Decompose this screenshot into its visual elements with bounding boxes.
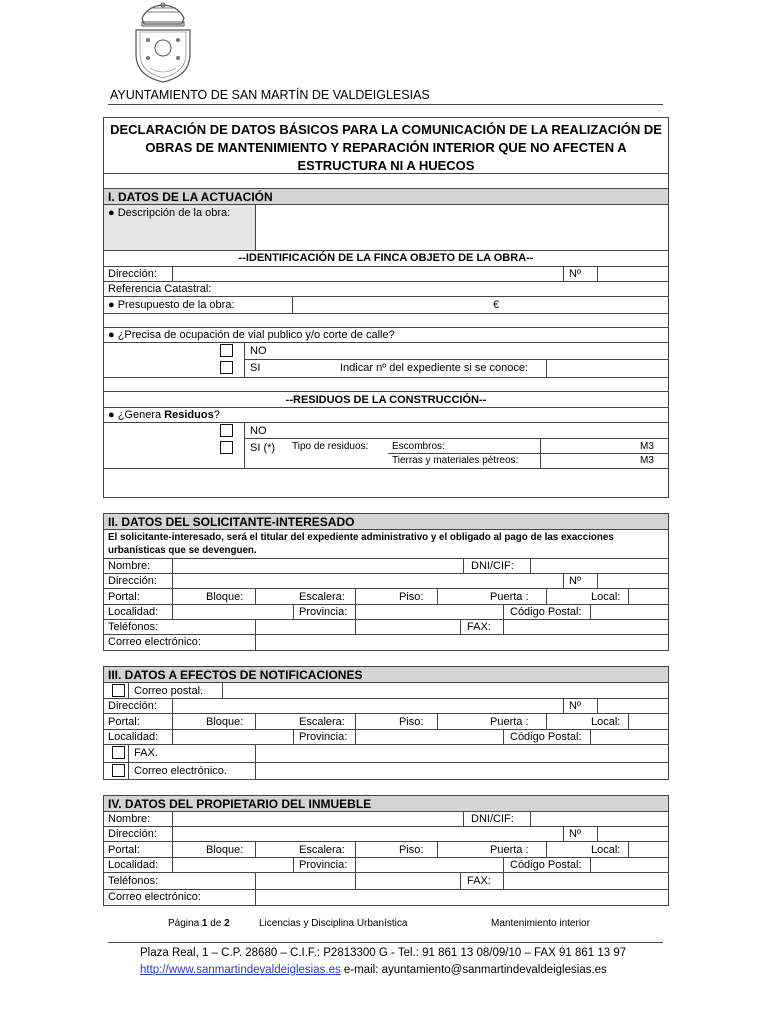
s3-localidad-label: Localidad: [108, 731, 159, 743]
section-3-heading: III. DATOS A EFECTOS DE NOTIFICACIONES [108, 668, 363, 682]
s2-direccion-field[interactable] [173, 574, 563, 588]
s4-local-label: Local: [591, 844, 621, 856]
descripcion-label: ● Descripción de la obra: [108, 207, 231, 219]
euro-symbol: € [493, 299, 500, 311]
section-1-heading: I. DATOS DE LA ACTUACIÓN [108, 190, 273, 204]
s3-postal-checkbox[interactable] [112, 684, 125, 697]
s3-postal-label: Correo postal. [134, 685, 204, 697]
ref-catastral-label: Referencia Catastral: [108, 283, 212, 295]
s4-portal-label: Portal: [108, 844, 140, 856]
tierras-unit: M3 [640, 455, 654, 466]
s2-correo-label: Correo electrónico: [108, 636, 201, 648]
section-2-heading: II. DATOS DEL SOLICITANTE-INTERESADO [108, 515, 355, 529]
s2-escalera-label: Escalera: [299, 591, 345, 603]
s3-provincia-label: Provincia: [299, 731, 348, 743]
direccion-label: Dirección: [108, 268, 157, 280]
s2-numero-field[interactable] [598, 574, 668, 588]
finca-heading: --IDENTIFICACIÓN DE LA FINCA OBJETO DE LA OBRA-- [238, 252, 534, 264]
expediente-label: Indicar nº del expediente si se conoce: [340, 362, 529, 374]
s2-provincia-label: Provincia: [299, 606, 348, 618]
coat-of-arms-icon [128, 2, 198, 84]
s4-localidad-label: Localidad: [108, 859, 159, 871]
s4-dni-label: DNI/CIF: [471, 813, 514, 825]
s3-local-label: Local: [591, 716, 621, 728]
s3-numero-label: Nº [569, 700, 581, 712]
s2-puerta-label: Puerta : [490, 591, 529, 603]
vial-no-label: NO [250, 345, 267, 357]
vial-si-label: SI [250, 362, 261, 374]
s2-cp-field[interactable] [591, 605, 668, 619]
s4-bloque-label: Bloque: [206, 844, 244, 856]
s4-provincia-label: Provincia: [299, 859, 348, 871]
descripcion-field[interactable] [256, 205, 668, 250]
ref-catastral-field[interactable] [222, 282, 668, 296]
s2-numero-label: Nº [569, 575, 581, 587]
footer-address: Plaza Real, 1 – C.P. 28680 – C.I.F.: P2813300 G - Tel.: 91 861 13 08/09/10 – FAX 91 861 13 97 [140, 947, 627, 959]
form-title-line2: OBRAS DE MANTENIMIENTO Y REPARACIÓN INTERIOR QUE NO AFECTEN A [145, 140, 627, 155]
department-label: Licencias y Disciplina Urbanística [259, 918, 408, 929]
tierras-field[interactable] [541, 454, 636, 468]
vial-question: ● ¿Precisa de ocupación de vial publico y/o corte de calle? [108, 329, 395, 341]
s2-fax-label: FAX: [467, 621, 491, 633]
escombros-unit: M3 [640, 441, 654, 452]
s2-nombre-label: Nombre: [108, 560, 151, 572]
direccion-field[interactable] [173, 267, 563, 281]
residuos-heading: --RESIDUOS DE LA CONSTRUCCIÓN-- [285, 394, 487, 406]
page-indicator: Página 1 de 2 [168, 918, 230, 929]
s3-correo-checkbox[interactable] [112, 764, 125, 777]
s2-localidad-label: Localidad: [108, 606, 159, 618]
escombros-label: Escombros: [392, 441, 445, 452]
s3-direccion-label: Dirección: [108, 700, 157, 712]
s3-correo-label: Correo electrónico. [134, 765, 227, 777]
solicitante-note-line2: urbanísticas que se devenguen. [108, 545, 257, 556]
s3-cp-label: Código Postal: [510, 731, 582, 743]
s3-puerta-label: Puerta : [490, 716, 529, 728]
s2-provincia-field[interactable] [356, 605, 503, 619]
s2-piso-label: Piso: [399, 591, 424, 603]
tipo-residuos-label: Tipo de residuos: [292, 441, 369, 452]
s3-portal-label: Portal: [108, 716, 140, 728]
s3-fax-label: FAX. [134, 747, 158, 759]
form-title-line3: ESTRUCTURA NI A HUECOS [297, 158, 475, 173]
s3-escalera-label: Escalera: [299, 716, 345, 728]
s3-direccion-field[interactable] [173, 699, 563, 713]
s2-dni-field[interactable] [531, 559, 668, 573]
s2-telefonos-label: Teléfonos: [108, 621, 159, 633]
s4-piso-label: Piso: [399, 844, 424, 856]
solicitante-note-line1: El solicitante-interesado, será el titular del expediente administrativo y el obligado al pago de las exacciones [108, 532, 614, 543]
s4-puerta-label: Puerta : [490, 844, 529, 856]
s2-direccion-label: Dirección: [108, 575, 157, 587]
numero-label: Nº [569, 268, 581, 280]
section-4-heading: IV. DATOS DEL PROPIETARIO DEL INMUEBLE [108, 797, 372, 811]
s2-local-label: Local: [591, 591, 621, 603]
form-title-line1: DECLARACIÓN DE DATOS BÁSICOS PARA LA COMUNICACIÓN DE LA REALIZACIÓN DE [110, 122, 662, 137]
s2-portal-label: Portal: [108, 591, 140, 603]
s2-bloque-label: Bloque: [206, 591, 244, 603]
escombros-field[interactable] [541, 439, 636, 453]
s4-telefonos-label: Teléfonos: [108, 875, 159, 887]
s2-dni-label: DNI/CIF: [471, 560, 514, 572]
footer-contact: http://www.sanmartindevaldeiglesias.es e-mail: ayuntamiento@sanmartindevaldeiglesias.es [140, 964, 607, 976]
residuos-si-label: SI (*) [250, 442, 276, 454]
s3-piso-label: Piso: [399, 716, 424, 728]
presupuesto-label: ● Presupuesto de la obra: [108, 299, 235, 311]
s2-nombre-field[interactable] [173, 559, 463, 573]
residuos-si-checkbox[interactable] [220, 441, 233, 454]
residuos-no-label: NO [250, 425, 267, 437]
vial-si-checkbox[interactable] [220, 361, 233, 374]
s4-direccion-label: Dirección: [108, 828, 157, 840]
s4-escalera-label: Escalera: [299, 844, 345, 856]
s4-cp-label: Código Postal: [510, 859, 582, 871]
municipality-name: AYUNTAMIENTO DE SAN MARTÍN DE VALDEIGLESIAS [110, 88, 430, 102]
s2-localidad-field[interactable] [173, 605, 293, 619]
expediente-field[interactable] [547, 360, 668, 376]
numero-field[interactable] [598, 267, 668, 281]
genera-residuos-question: ● ¿Genera Residuos? [108, 409, 220, 421]
vial-no-checkbox[interactable] [220, 344, 233, 357]
s2-cp-label: Código Postal: [510, 606, 582, 618]
presupuesto-field[interactable] [293, 297, 493, 313]
s3-fax-checkbox[interactable] [112, 746, 125, 759]
s2-correo-field[interactable] [256, 635, 668, 649]
residuos-no-checkbox[interactable] [220, 424, 233, 437]
s4-correo-label: Correo electrónico: [108, 891, 201, 903]
s3-bloque-label: Bloque: [206, 716, 244, 728]
s4-numero-label: Nº [569, 828, 581, 840]
s4-fax-label: FAX: [467, 875, 491, 887]
document-label: Mantenimiento interior [491, 918, 590, 929]
website-link[interactable]: http://www.sanmartindevaldeiglesias.es [140, 964, 341, 976]
s4-nombre-label: Nombre: [108, 813, 151, 825]
tierras-label: Tierras y materiales pétreos: [392, 455, 519, 466]
